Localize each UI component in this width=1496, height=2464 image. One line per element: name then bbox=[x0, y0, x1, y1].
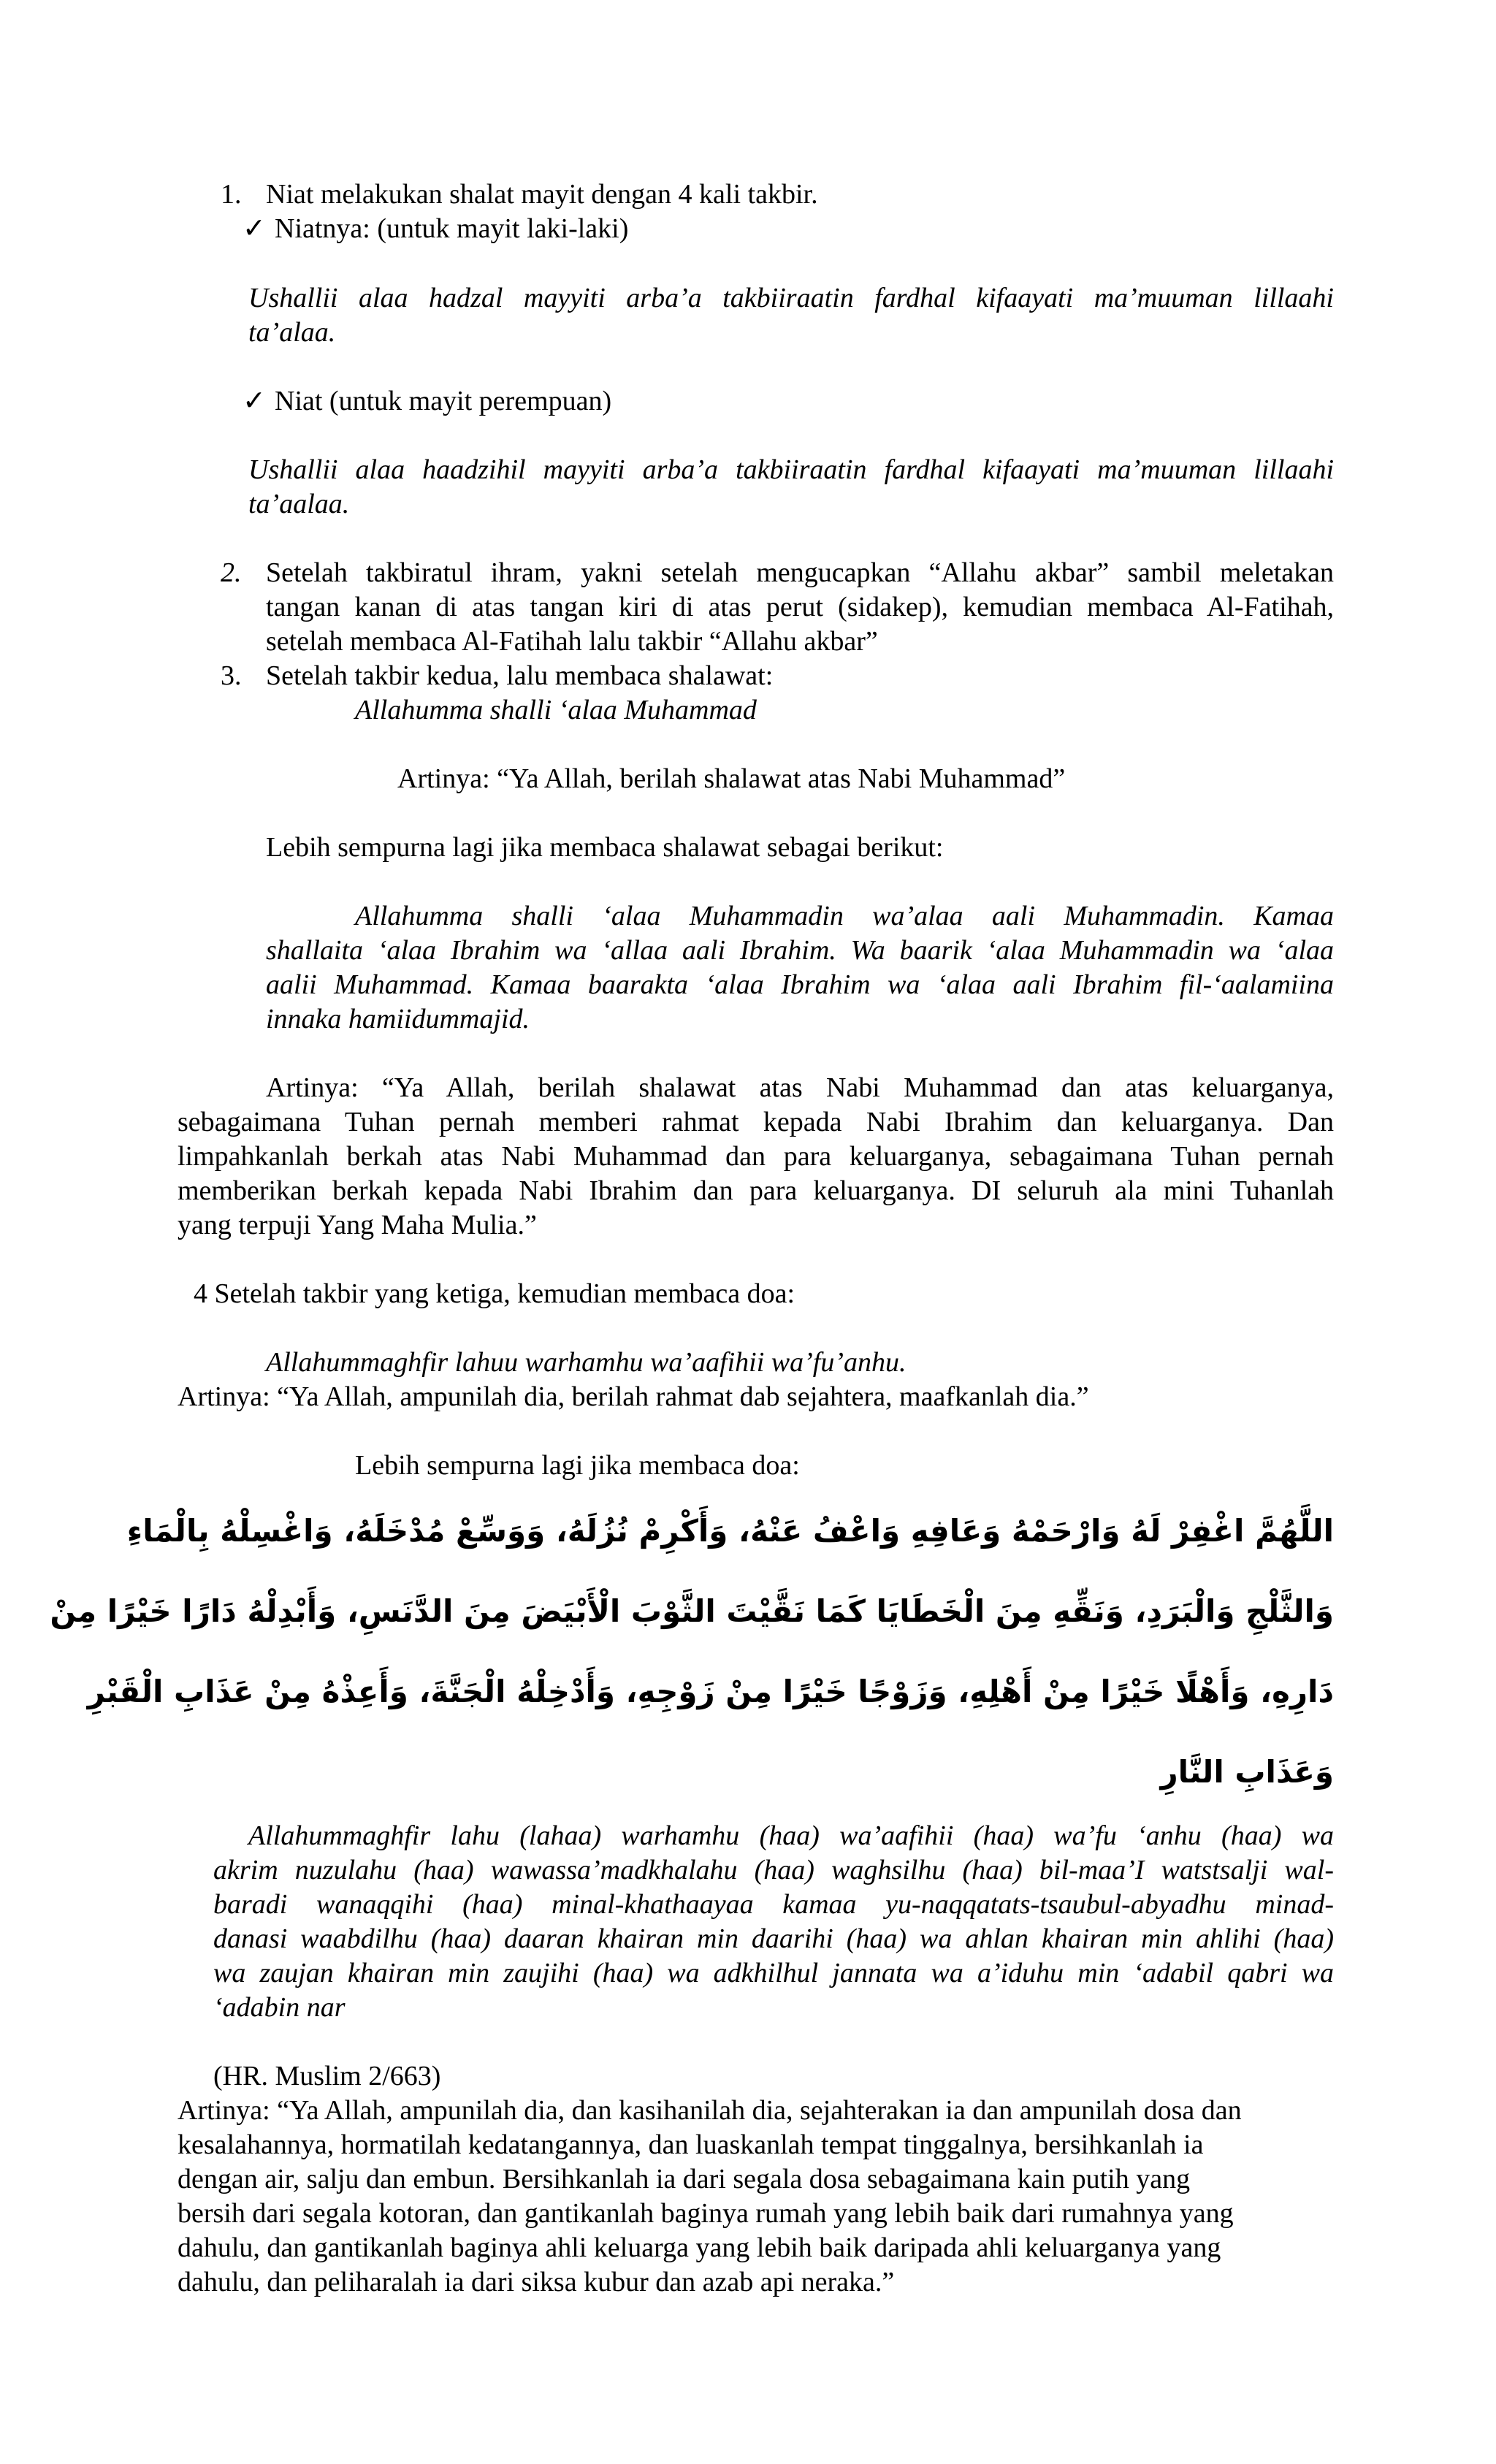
step3-text: Setelah takbir kedua, lalu membaca shalawat: bbox=[266, 660, 774, 691]
full-doa-meaning-line-5: dahulu, dan gantikanlah baginya ahli keluarga yang lebih baik daripada ahli keluarganya yang bbox=[178, 2232, 1221, 2263]
full-shalawat-line-1: Allahumma shalli ‘alaa Muhammadin wa’alaa aali Muhammadin. Kamaa bbox=[355, 901, 1334, 931]
arabic-doa-line-4: وَعَذَابِ النَّارِ bbox=[1160, 1754, 1334, 1790]
step2-number: 2. bbox=[221, 557, 242, 588]
female-niat-line-2: ta’aalaa. bbox=[248, 489, 350, 519]
latin-doa-line-5: wa zaujan khairan min zaujihi (haa) wa adkhilhul jannata wa a’iduhu min ‘adabil qabri wa bbox=[213, 1958, 1334, 1988]
female-niat-line-1: Ushallii alaa haadzihil mayyiti arba’a takbiiraatin fardhal kifaayati ma’muuman lillaahi bbox=[248, 454, 1334, 485]
short-doa-meaning: Artinya: “Ya Allah, ampunilah dia, berilah rahmat dab sejahtera, maafkanlah dia.” bbox=[178, 1381, 1089, 1412]
male-niat-line-1: Ushallii alaa hadzal mayyiti arba’a takbiiraatin fardhal kifaayati ma’muuman lillaahi bbox=[248, 283, 1334, 313]
short-doa: Allahummaghfir lahuu warhamhu wa’aafihii wa’fu’anhu. bbox=[266, 1347, 907, 1378]
full-shalawat-line-4: innaka hamiidummajid. bbox=[266, 1004, 530, 1034]
arabic-doa-line-2: وَالثَّلْجِ وَالْبَرَدِ، وَنَقِّهِ مِنَ الْخَطَايَا كَمَا نَقَّيْتَ الثَّوْبَ الْأَبْيَضَ مِنَ الدَّنَسِ، وَأَبْدِلْهُ دَارًا خَيْرًا مِنْ bbox=[50, 1593, 1334, 1629]
latin-doa-line-3: baradi wanaqqihi (haa) minal-khathaayaa kamaa yu-naqqatats-tsaubul-abyadhu minad- bbox=[213, 1889, 1334, 1920]
full-doa-meaning-line-3: dengan air, salju dan embun. Bersihkanlah ia dari segala dosa sebagaimana kain putih yang bbox=[178, 2164, 1191, 2194]
short-shalawat-meaning: Artinya: “Ya Allah, berilah shalawat atas Nabi Muhammad” bbox=[397, 763, 1066, 794]
short-shalawat: Allahumma shalli ‘alaa Muhammad bbox=[355, 695, 757, 725]
full-shalawat-intro: Lebih sempurna lagi jika membaca shalawat sebagai berikut: bbox=[266, 832, 944, 863]
full-doa-meaning-line-2: kesalahannya, hormatilah kedatangannya, dan luaskanlah tempat tinggalnya, bersihkanlah ia bbox=[178, 2129, 1204, 2160]
step2-line-3: setelah membaca Al-Fatihah lalu takbir “Allahu akbar” bbox=[266, 626, 878, 657]
check-icon: ✓ bbox=[243, 213, 266, 244]
full-doa-meaning-line-1: Artinya: “Ya Allah, ampunilah dia, dan kasihanilah dia, sejahterakan ia dan ampunilah dosa dan bbox=[178, 2095, 1242, 2126]
arabic-doa-line-1: اللَّهُمَّ اغْفِرْ لَهُ وَارْحَمْهُ وَعَافِهِ وَاعْفُ عَنْهُ، وَأَكْرِمْ نُزُلَهُ، وَوَسِّعْ مُدْخَلَهُ، وَاغْسِلْهُ بِالْمَاءِ bbox=[126, 1513, 1334, 1549]
full-shalawat-line-2: shallaita ‘alaa Ibrahim wa ‘allaa aali Ibrahim. Wa baarik ‘alaa Muhammadin wa ‘alaa bbox=[266, 935, 1334, 966]
step1-number: 1. bbox=[221, 179, 242, 210]
latin-doa-line-2: akrim nuzulahu (haa) wawassa’madkhalahu (haa) waghsilhu (haa) bil-maa’I watstsalji wal- bbox=[213, 1855, 1334, 1885]
female-niat-label-row bbox=[243, 384, 611, 419]
latin-doa-line-4: danasi waabdilhu (haa) daaran khairan min daarihi (haa) wa ahlan khairan min ahlihi (haa) bbox=[213, 1923, 1334, 1954]
full-doa-meaning-line-6: dahulu, dan peliharalah ia dari siksa kubur dan azab api neraka.” bbox=[178, 2267, 895, 2297]
female-niat-label: Niat (untuk mayit perempuan) bbox=[275, 386, 612, 416]
full-shalawat-meaning-line-3: limpahkanlah berkah atas Nabi Muhammad dan para keluarganya, sebagaimana Tuhan pernah bbox=[178, 1141, 1334, 1172]
step4-heading: 4 Setelah takbir yang ketiga, kemudian membaca doa: bbox=[194, 1278, 795, 1309]
step3-number: 3. bbox=[221, 660, 242, 691]
step2-line-1: Setelah takbiratul ihram, yakni setelah mengucapkan “Allahu akbar” sambil meletakan bbox=[266, 557, 1334, 588]
step1-text: Niat melakukan shalat mayit dengan 4 kali takbir. bbox=[266, 179, 818, 210]
full-doa-meaning-line-4: bersih dari segala kotoran, dan gantikanlah baginya rumah yang lebih baik dari rumahnya yang bbox=[178, 2198, 1234, 2229]
full-shalawat-meaning-line-1: Artinya: “Ya Allah, berilah shalawat atas Nabi Muhammad dan atas keluarganya, bbox=[266, 1072, 1334, 1103]
male-niat-line-2: ta’alaa. bbox=[248, 317, 336, 348]
step2-line-2: tangan kanan di atas tangan kiri di atas perut (sidakep), kemudian membaca Al-Fatihah, bbox=[266, 592, 1334, 622]
hadith-source: (HR. Muslim 2/663) bbox=[213, 2061, 441, 2091]
full-shalawat-meaning-line-2: sebagaimana Tuhan pernah memberi rahmat kepada Nabi Ibrahim dan keluarganya. Dan bbox=[178, 1107, 1334, 1137]
latin-doa-line-6: ‘adabin nar bbox=[213, 1992, 346, 2023]
check-icon: ✓ bbox=[243, 386, 266, 416]
male-niat-label-row bbox=[243, 212, 628, 246]
full-doa-intro: Lebih sempurna lagi jika membaca doa: bbox=[355, 1450, 800, 1481]
full-shalawat-meaning-line-5: yang terpuji Yang Maha Mulia.” bbox=[178, 1210, 537, 1240]
male-niat-label: Niatnya: (untuk mayit laki-laki) bbox=[275, 213, 629, 244]
full-shalawat-line-3: aalii Muhammad. Kamaa baarakta ‘alaa Ibrahim wa ‘alaa aali Ibrahim fil-‘aalamiina bbox=[266, 969, 1334, 1000]
latin-doa-line-1: Allahummaghfir lahu (lahaa) warhamhu (haa) wa’aafihii (haa) wa’fu ‘anhu (haa) wa bbox=[248, 1820, 1334, 1851]
arabic-doa-line-3: دَارِهِ، وَأَهْلًا خَيْرًا مِنْ أَهْلِهِ، وَزَوْجًا خَيْرًا مِنْ زَوْجِهِ، وَأَدْخِلْهُ الْجَنَّةَ، وَأَعِذْهُ مِنْ عَذَابِ الْقَبْرِ bbox=[87, 1674, 1334, 1709]
full-shalawat-meaning-line-4: memberikan berkah kepada Nabi Ibrahim dan para keluarganya. DI seluruh ala mini Tuhanlah bbox=[178, 1175, 1334, 1206]
